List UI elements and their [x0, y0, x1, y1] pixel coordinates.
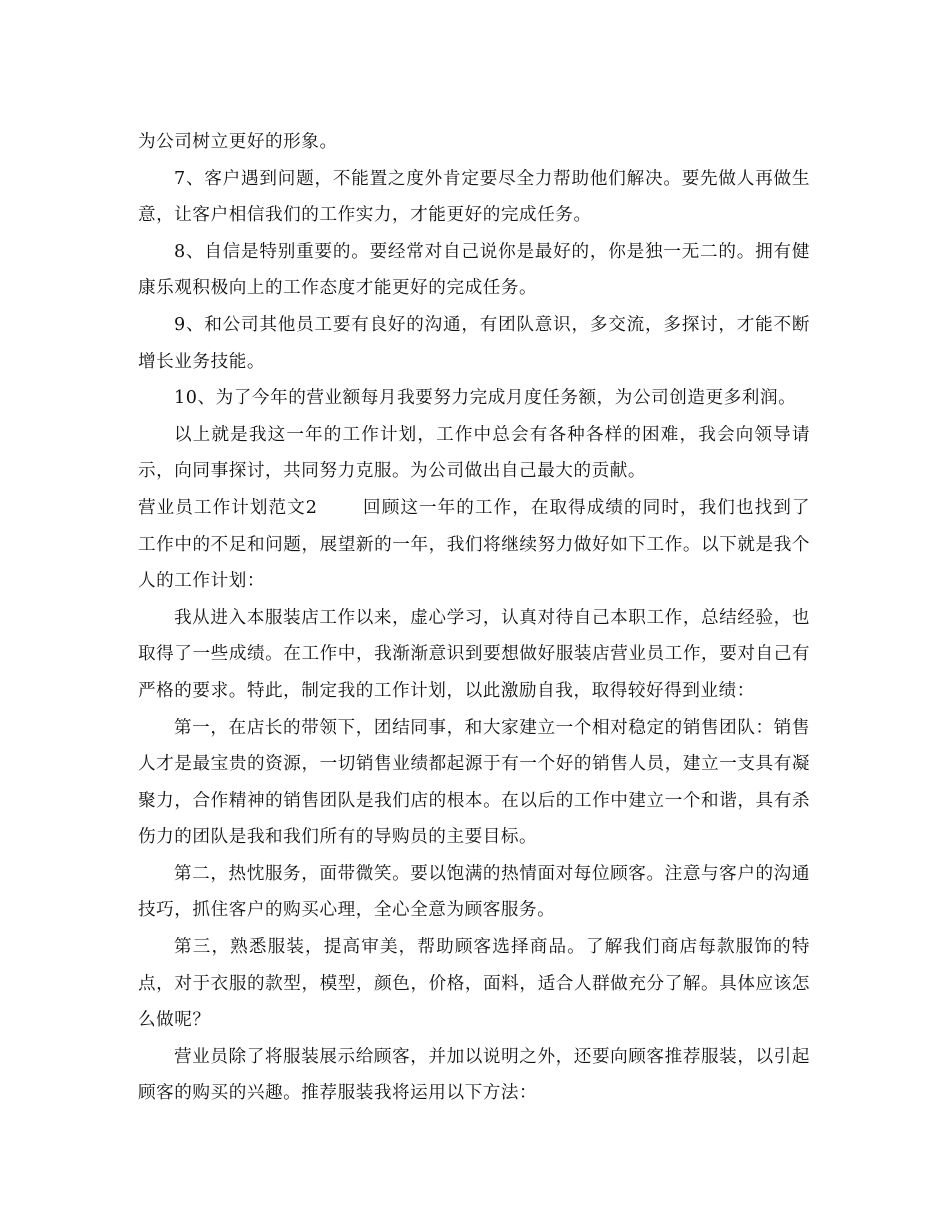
paragraph: 9、和公司其他员工要有良好的沟通，有团队意识，多交流，多探讨，才能不断增长业务技能。 — [138, 314, 810, 372]
paragraph: 营业员除了将服装展示给顾客，并加以说明之外，还要向顾客推荐服装，以引起顾客的购买的兴趣。推荐服装我将运用以下方法： — [138, 1046, 810, 1104]
paragraph: 7、客户遇到问题，不能置之度外肯定要尽全力帮助他们解决。要先做人再做生意，让客户相信我们的工作实力，才能更好的完成任务。 — [138, 168, 810, 226]
paragraph: 为公司树立更好的形象。 — [138, 132, 338, 152]
document-body — [138, 124, 810, 1112]
section-paragraph — [138, 490, 810, 600]
paragraph: 第二，热忱服务，面带微笑。要以饱满的热情面对每位顾客。注意与客户的沟通技巧，抓住客户的购买心理，全心全意为顾客服务。 — [138, 863, 810, 921]
paragraph: 8、自信是特别重要的。要经常对自己说你是最好的，你是独一无二的。拥有健康乐观积极向上的工作态度才能更好的完成任务。 — [138, 241, 810, 299]
paragraph: 以上就是我这一年的工作计划，工作中总会有各种各样的困难，我会向领导请示，向同事探讨，共同努力克服。为公司做出自己最大的贡献。 — [138, 424, 810, 482]
section-heading: 营业员工作计划范文2 — [138, 497, 318, 518]
paragraph: 10、为了今年的营业额每月我要努力完成月度任务额，为公司创造更多利润。 — [174, 388, 797, 409]
paragraph: 我从进入本服装店工作以来，虚心学习，认真对待自己本职工作，总结经验，也取得了一些成绩。在工作中，我渐渐意识到要想做好服装店营业员工作，要对自己有严格的要求。特此，制定我的工作计划，以此激励自我，取得较好得到业绩： — [138, 607, 810, 701]
paragraph: 第三，熟悉服装，提高审美，帮助顾客选择商品。了解我们商店每款服饰的特点，对于衣服的款型，模型，颜色，价格，面料，适合人群做充分了解。具体应该怎么做呢？ — [138, 937, 810, 1031]
section-paragraph-text: 回顾这一年的工作，在取得成绩的同时，我们也找到了工作中的不足和问题，展望新的一年，我们将继续努力做好如下工作。以下就是我个人的工作计划： — [138, 497, 810, 592]
paragraph: 第一，在店长的带领下，团结同事，和大家建立一个相对稳定的销售团队：销售人才是最宝贵的资源，一切销售业绩都起源于有一个好的销售人员，建立一支具有凝聚力，合作精神的销售团队是我们店的根本。在以后的工作中建立一个和谐，具有杀伤力的团队是我和我们所有的导购员的主要目标。 — [138, 717, 810, 848]
